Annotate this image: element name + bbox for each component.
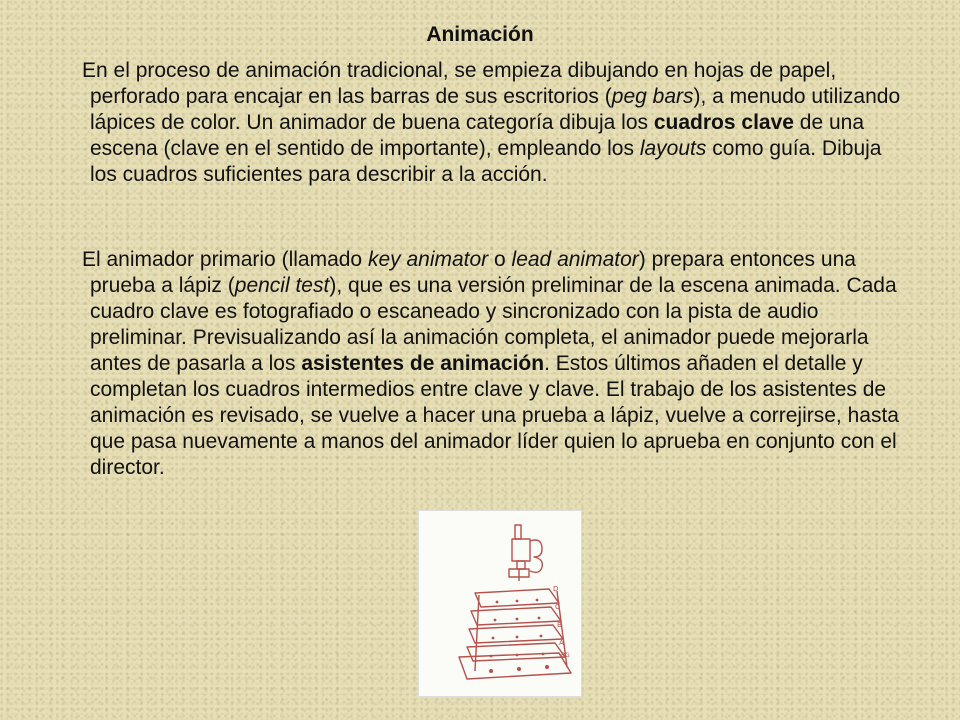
page-title: Animación [426, 23, 534, 46]
layer-c [471, 607, 561, 625]
term-asistentes-de-animacion: asistentes de animación [301, 352, 545, 375]
camera-lens [517, 561, 525, 569]
term-pencil-test: pencil test [234, 274, 330, 297]
paragraph-traditional-animation [82, 58, 912, 188]
camera-body [512, 539, 530, 561]
text-span: En el proceso de animación tradicional, se empieza dibujando en hojas de papel, perforado para encajar en las barras de sus escritorios ( [82, 59, 837, 108]
text-span: El animador primario (llamado [82, 248, 368, 271]
term-peg-bars: peg bars [611, 85, 694, 108]
text-span: ) prepara entonces una prueba a lápiz ( [90, 248, 856, 297]
layer-b [469, 625, 563, 643]
term-key-animator: key animator [367, 248, 489, 271]
text-span: como guía. Dibuja los cuadros suficientes para describir a la acción. [90, 137, 882, 186]
term-layouts: layouts [639, 137, 707, 160]
animation-stand-drawing [419, 511, 581, 696]
layer-label-d: D [553, 585, 559, 593]
term-cuadros-clave: cuadros clave [653, 111, 794, 134]
term-lead-animator: lead animator [511, 248, 639, 271]
text-span: ), que es una versión preliminar de la escena animada. Cada cuadro clave es fotografiado o escaneado y sincronizado con la pista de audio preliminar. Previsualizando así la animación completa, el animador puede mejorarla antes de pasarla a los [90, 274, 897, 375]
layer-label-c: C [555, 603, 560, 611]
layer-label-b: B [557, 621, 562, 629]
text-span: ), a menudo utilizando lápices de color. Un animador de buena categoría dibuja los [90, 85, 901, 134]
animation-stand-illustration [418, 510, 582, 697]
text-span: de una escena (clave en el sentido de importante), empleando los [90, 111, 865, 160]
layer-a [467, 643, 565, 661]
camera-top [515, 525, 521, 539]
layer-label-a: A [559, 639, 564, 647]
layer-label-bg: BG [561, 652, 570, 659]
text-span: o [488, 248, 512, 271]
text-span: . Estos últimos añaden el detalle y completan los cuadros intermedios entre clave y clave. El trabajo de los asistentes de animación es revisado, se vuelve a hacer una prueba a lápiz, vuelve a correjirse, hasta que pasa nuevamente a manos del animador líder quien lo aprueba en conjunto con el director. [90, 352, 899, 479]
film-reel [530, 540, 542, 572]
layer-d [475, 589, 559, 607]
paragraph-key-animator [82, 247, 912, 481]
